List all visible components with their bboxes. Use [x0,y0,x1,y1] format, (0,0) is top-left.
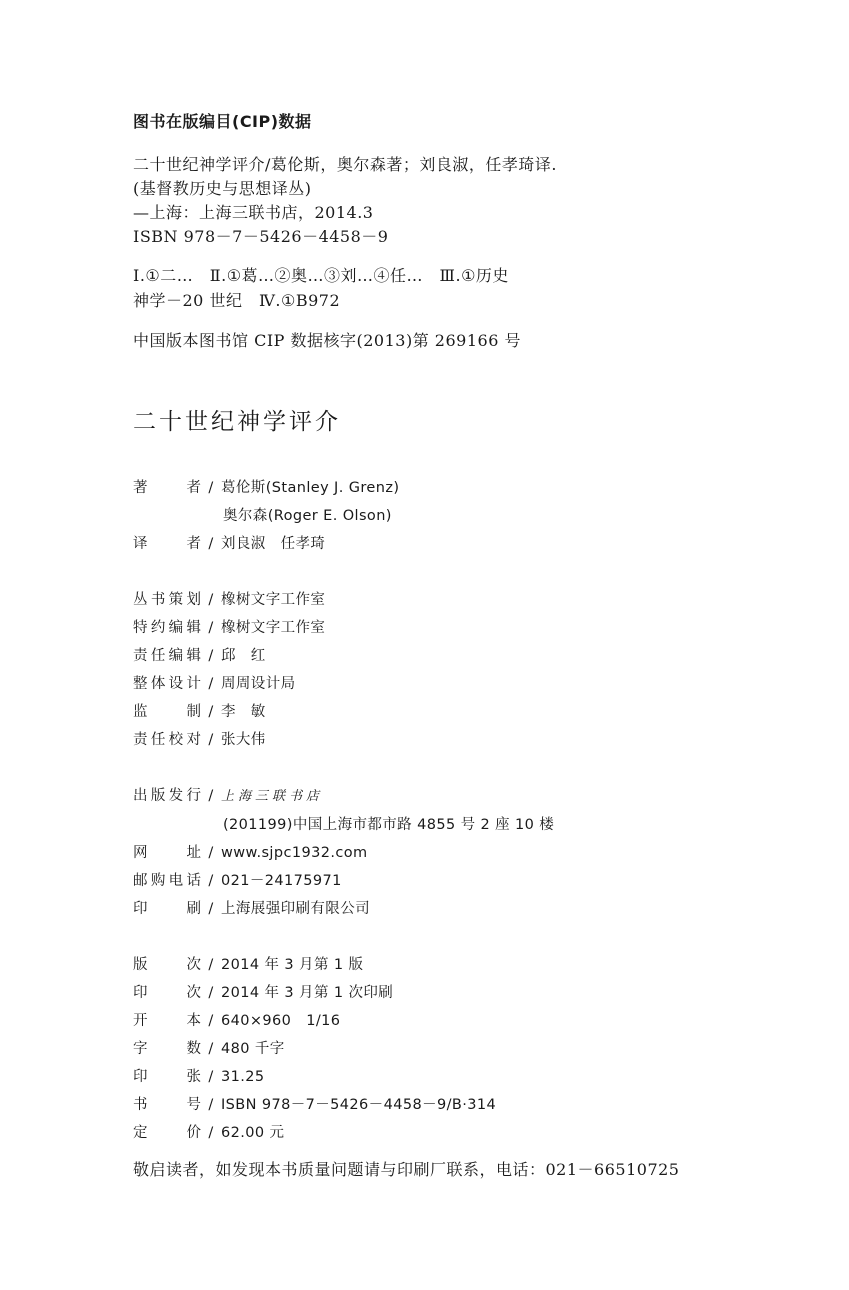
spec-value: 62.00 元 [221,1125,285,1141]
cip-line-isbn: ISBN 978－7－5426－4458－9 [133,227,389,246]
cip-line-title: 二十世纪神学评介/葛伦斯，奥尔森著；刘良淑，任孝琦译. [133,155,557,174]
editorial-row [133,728,266,749]
author-label: 著者 [133,480,201,496]
reader-notice: 敬启读者，如发现本书质量问题请与印刷厂联系，电话：021－66510725 [133,1160,680,1179]
spec-row [133,953,363,974]
editorial-row [133,700,266,721]
editorial-label: 监制 [133,704,201,720]
editorial-value: 周周设计局 [221,676,296,692]
editorial-value: 橡树文字工作室 [221,620,326,636]
spec-label: 版次 [133,957,201,973]
publisher-label: 出版发行 [133,788,201,804]
website-value: www.sjpc1932.com [221,845,368,861]
spec-value: 480 千字 [221,1041,285,1057]
author-1: 葛伦斯(Stanley J. Grenz) [221,480,400,496]
separator: / [208,1013,214,1029]
editorial-value: 李 敏 [221,704,266,720]
separator: / [208,620,214,636]
translators: 刘良淑 任孝琦 [221,536,326,552]
publisher-row [133,784,323,805]
separator: / [208,536,214,552]
cip-line-publisher: —上海：上海三联书店，2014.3 [133,203,374,222]
spec-row [133,1037,285,1058]
separator: / [208,648,214,664]
separator: / [208,788,214,804]
book-title: 二十世纪神学评介 [133,409,341,435]
separator: / [208,480,214,496]
spec-label: 开本 [133,1013,201,1029]
separator: / [208,901,214,917]
separator: / [208,592,214,608]
editorial-value: 邱 红 [221,648,266,664]
spec-row [133,1065,265,1086]
spec-value: 2014 年 3 月第 1 版 [221,957,364,973]
spec-row [133,1121,284,1142]
spec-row [133,981,393,1002]
separator: / [208,1041,214,1057]
editorial-label: 特约编辑 [133,620,201,636]
spec-label: 印张 [133,1069,201,1085]
phone-row [133,869,342,890]
separator: / [208,1125,214,1141]
separator: / [208,676,214,692]
editorial-row [133,616,325,637]
spec-row [133,1009,340,1030]
spec-label: 印次 [133,985,201,1001]
spec-value: 31.25 [221,1069,265,1085]
spec-row [133,1093,496,1114]
separator: / [208,957,214,973]
separator: / [208,873,214,889]
editorial-label: 整体设计 [133,676,201,692]
spec-label: 定价 [133,1125,201,1141]
cip-heading: 图书在版编目(CIP)数据 [133,112,312,131]
editorial-value: 橡树文字工作室 [221,592,326,608]
editorial-row [133,672,296,693]
publisher-address: (201199)中国上海市都市路 4855 号 2 座 10 楼 [223,817,555,833]
spec-value: 2014 年 3 月第 1 次印刷 [221,985,394,1001]
editorial-label: 丛书策划 [133,592,201,608]
spec-label: 字数 [133,1041,201,1057]
phone-value: 021－24175971 [221,873,342,889]
website-row [133,841,368,862]
spec-value: ISBN 978－7－5426－4458－9/B·314 [221,1097,497,1113]
spec-label: 书号 [133,1097,201,1113]
editorial-label: 责任校对 [133,732,201,748]
cip-record-number: 中国版本图书馆 CIP 数据核字(2013)第 269166 号 [133,331,521,350]
separator: / [208,704,214,720]
phone-label: 邮购电话 [133,873,201,889]
printer-value: 上海展强印刷有限公司 [221,901,370,917]
printer-row [133,897,370,918]
translator-row [133,532,325,553]
cip-line-series: (基督教历史与思想译丛) [133,179,312,198]
separator: / [208,1097,214,1113]
separator: / [208,1069,214,1085]
author-row [133,476,399,497]
editorial-row [133,644,266,665]
website-label: 网址 [133,845,201,861]
separator: / [208,985,214,1001]
editorial-label: 责任编辑 [133,648,201,664]
separator: / [208,732,214,748]
printer-label: 印刷 [133,901,201,917]
separator: / [208,845,214,861]
publisher-logotype: 上海三联书店 [221,789,324,804]
translator-label: 译者 [133,536,201,552]
editorial-value: 张大伟 [221,732,266,748]
editorial-row [133,588,325,609]
cip-classification-2: 神学－20 世纪 Ⅳ.①B972 [133,291,341,310]
cip-classification-1: Ⅰ.①二… Ⅱ.①葛…②奥…③刘…④任… Ⅲ.①历史 [133,266,509,285]
spec-value: 640×960 1/16 [221,1013,341,1029]
author-2: 奥尔森(Roger E. Olson) [223,508,392,524]
